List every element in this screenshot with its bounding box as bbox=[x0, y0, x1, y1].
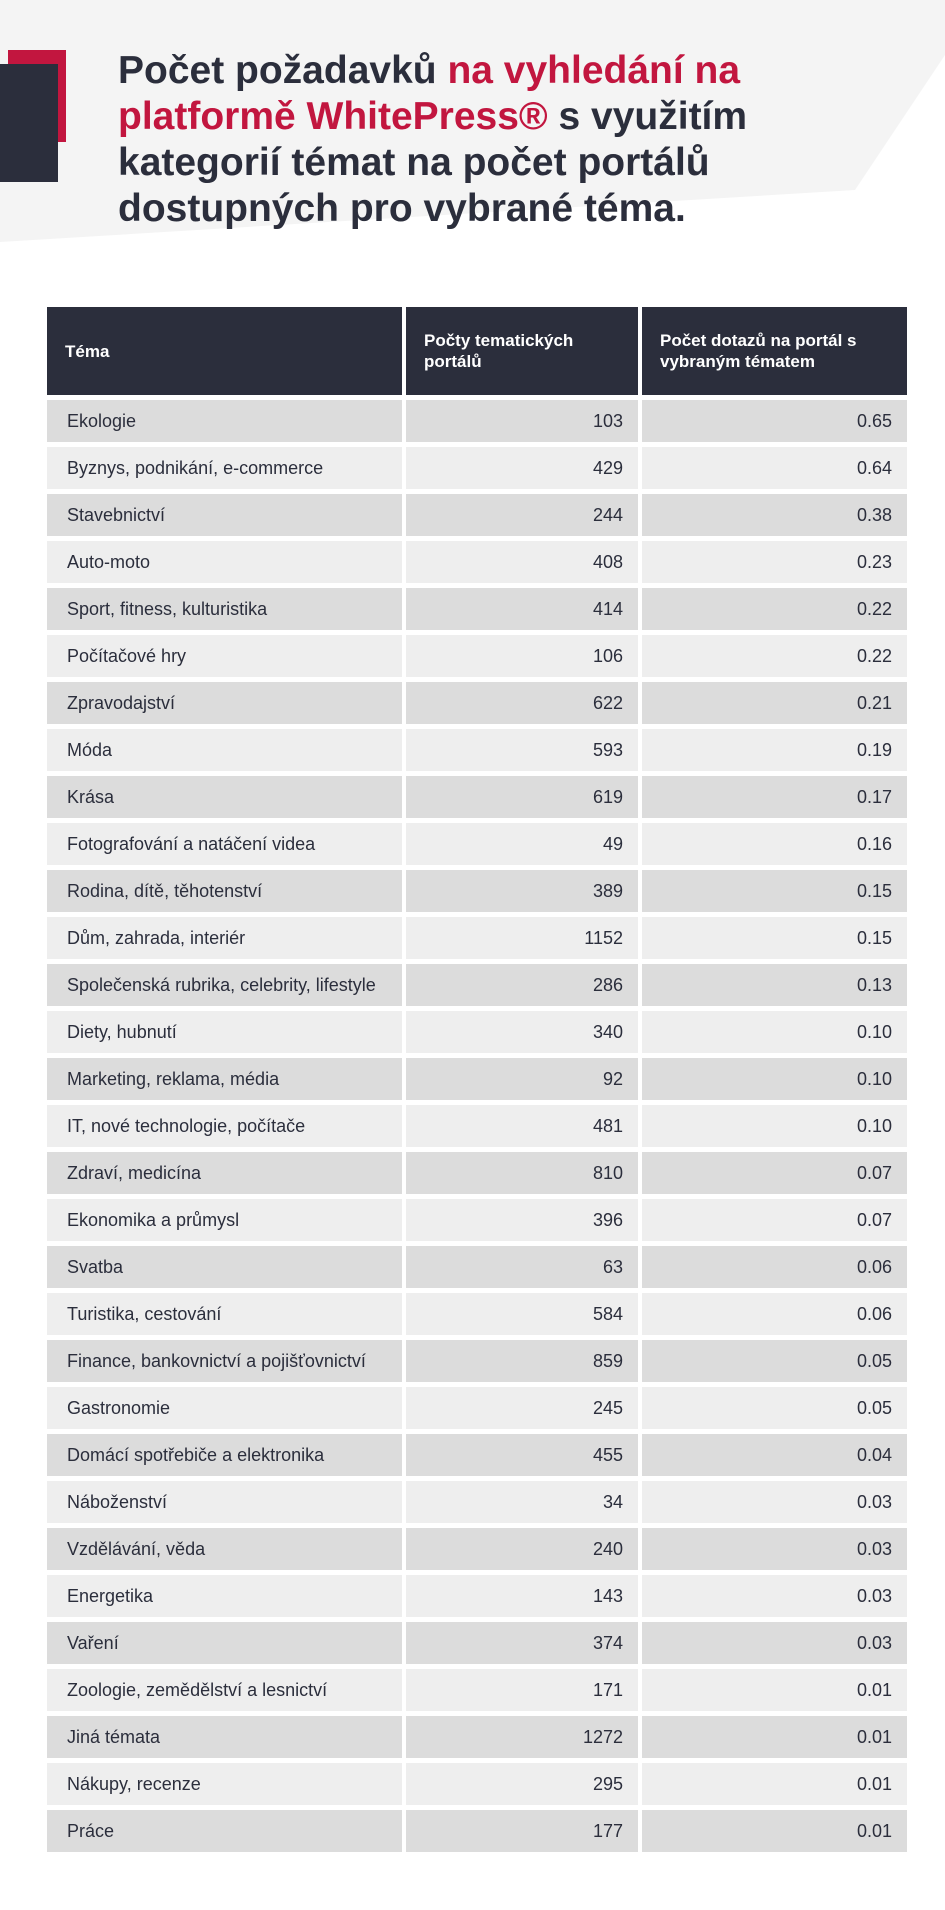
cell-portal-count: 429 bbox=[406, 447, 638, 489]
cell-portal-count: 593 bbox=[406, 729, 638, 771]
cell-portal-count: 171 bbox=[406, 1669, 638, 1711]
page-title bbox=[118, 48, 878, 232]
cell-topic: Rodina, dítě, těhotenství bbox=[47, 870, 402, 912]
table-row bbox=[47, 1716, 907, 1758]
cell-queries-per-portal: 0.03 bbox=[642, 1528, 907, 1570]
cell-portal-count: 177 bbox=[406, 1810, 638, 1852]
table-row bbox=[47, 1011, 907, 1053]
cell-topic: Ekonomika a průmysl bbox=[47, 1199, 402, 1241]
cell-queries-per-portal: 0.19 bbox=[642, 729, 907, 771]
cell-queries-per-portal: 0.22 bbox=[642, 635, 907, 677]
cell-queries-per-portal: 0.01 bbox=[642, 1716, 907, 1758]
cell-queries-per-portal: 0.03 bbox=[642, 1481, 907, 1523]
table-row bbox=[47, 1152, 907, 1194]
cell-topic: Dům, zahrada, interiér bbox=[47, 917, 402, 959]
cell-topic: Fotografování a natáčení videa bbox=[47, 823, 402, 865]
cell-topic: Gastronomie bbox=[47, 1387, 402, 1429]
cell-portal-count: 103 bbox=[406, 400, 638, 442]
table-row bbox=[47, 776, 907, 818]
data-table bbox=[43, 302, 911, 1857]
table-row bbox=[47, 1293, 907, 1335]
cell-portal-count: 106 bbox=[406, 635, 638, 677]
cell-topic: Krása bbox=[47, 776, 402, 818]
column-header-topic: Téma bbox=[47, 307, 402, 395]
table-row bbox=[47, 1669, 907, 1711]
cell-portal-count: 584 bbox=[406, 1293, 638, 1335]
table-row bbox=[47, 1340, 907, 1382]
cell-topic: Práce bbox=[47, 1810, 402, 1852]
cell-queries-per-portal: 0.17 bbox=[642, 776, 907, 818]
cell-queries-per-portal: 0.01 bbox=[642, 1763, 907, 1805]
cell-queries-per-portal: 0.22 bbox=[642, 588, 907, 630]
cell-portal-count: 34 bbox=[406, 1481, 638, 1523]
cell-portal-count: 1272 bbox=[406, 1716, 638, 1758]
table-row bbox=[47, 823, 907, 865]
title-accent: na vyhledání na platformě WhitePress® bbox=[118, 49, 741, 138]
cell-topic: Zoologie, zemědělství a lesnictví bbox=[47, 1669, 402, 1711]
table-row bbox=[47, 870, 907, 912]
cell-portal-count: 859 bbox=[406, 1340, 638, 1382]
cell-portal-count: 408 bbox=[406, 541, 638, 583]
table-row bbox=[47, 1810, 907, 1852]
cell-queries-per-portal: 0.65 bbox=[642, 400, 907, 442]
table-row bbox=[47, 1105, 907, 1147]
cell-portal-count: 286 bbox=[406, 964, 638, 1006]
table-row bbox=[47, 1622, 907, 1664]
cell-portal-count: 622 bbox=[406, 682, 638, 724]
table-row bbox=[47, 917, 907, 959]
cell-topic: Byznys, podnikání, e-commerce bbox=[47, 447, 402, 489]
table-row bbox=[47, 494, 907, 536]
table-row bbox=[47, 729, 907, 771]
cell-queries-per-portal: 0.15 bbox=[642, 917, 907, 959]
table-row bbox=[47, 1058, 907, 1100]
title-part-1: Počet požadavků bbox=[118, 49, 448, 92]
table-body bbox=[47, 400, 907, 1852]
table-row bbox=[47, 964, 907, 1006]
cell-topic: Domácí spotřebiče a elektronika bbox=[47, 1434, 402, 1476]
cell-topic: IT, nové technologie, počítače bbox=[47, 1105, 402, 1147]
cell-queries-per-portal: 0.01 bbox=[642, 1669, 907, 1711]
cell-queries-per-portal: 0.06 bbox=[642, 1293, 907, 1335]
table-header-row bbox=[47, 307, 907, 395]
cell-queries-per-portal: 0.10 bbox=[642, 1058, 907, 1100]
table-row bbox=[47, 541, 907, 583]
cell-topic: Náboženství bbox=[47, 1481, 402, 1523]
cell-topic: Jiná témata bbox=[47, 1716, 402, 1758]
cell-topic: Turistika, cestování bbox=[47, 1293, 402, 1335]
cell-topic: Móda bbox=[47, 729, 402, 771]
cell-portal-count: 245 bbox=[406, 1387, 638, 1429]
cell-portal-count: 92 bbox=[406, 1058, 638, 1100]
cell-topic: Společenská rubrika, celebrity, lifestyle bbox=[47, 964, 402, 1006]
cell-topic: Finance, bankovnictví a pojišťovnictví bbox=[47, 1340, 402, 1382]
table-row bbox=[47, 447, 907, 489]
cell-portal-count: 240 bbox=[406, 1528, 638, 1570]
cell-portal-count: 374 bbox=[406, 1622, 638, 1664]
cell-portal-count: 49 bbox=[406, 823, 638, 865]
table-row bbox=[47, 1434, 907, 1476]
cell-topic: Zpravodajství bbox=[47, 682, 402, 724]
cell-queries-per-portal: 0.05 bbox=[642, 1340, 907, 1382]
table-row bbox=[47, 682, 907, 724]
cell-queries-per-portal: 0.15 bbox=[642, 870, 907, 912]
cell-portal-count: 455 bbox=[406, 1434, 638, 1476]
table-row bbox=[47, 1387, 907, 1429]
cell-queries-per-portal: 0.07 bbox=[642, 1152, 907, 1194]
cell-queries-per-portal: 0.16 bbox=[642, 823, 907, 865]
cell-queries-per-portal: 0.05 bbox=[642, 1387, 907, 1429]
table-row bbox=[47, 1575, 907, 1617]
cell-portal-count: 295 bbox=[406, 1763, 638, 1805]
cell-queries-per-portal: 0.03 bbox=[642, 1622, 907, 1664]
cell-portal-count: 244 bbox=[406, 494, 638, 536]
cell-queries-per-portal: 0.23 bbox=[642, 541, 907, 583]
cell-portal-count: 340 bbox=[406, 1011, 638, 1053]
table-row bbox=[47, 1199, 907, 1241]
cell-portal-count: 63 bbox=[406, 1246, 638, 1288]
cell-queries-per-portal: 0.01 bbox=[642, 1810, 907, 1852]
cell-topic: Vzdělávání, věda bbox=[47, 1528, 402, 1570]
column-header-portal-count: Počty tematických portálů bbox=[406, 307, 638, 395]
logo-mark-dark-block bbox=[0, 64, 58, 182]
cell-queries-per-portal: 0.10 bbox=[642, 1011, 907, 1053]
cell-queries-per-portal: 0.13 bbox=[642, 964, 907, 1006]
cell-topic: Nákupy, recenze bbox=[47, 1763, 402, 1805]
cell-portal-count: 619 bbox=[406, 776, 638, 818]
cell-queries-per-portal: 0.38 bbox=[642, 494, 907, 536]
cell-topic: Zdraví, medicína bbox=[47, 1152, 402, 1194]
cell-queries-per-portal: 0.04 bbox=[642, 1434, 907, 1476]
title-part-2: s využitím kategorií témat na počet portálů dostupných pro vybrané téma. bbox=[118, 95, 748, 230]
logo-mark bbox=[0, 0, 80, 190]
cell-topic: Marketing, reklama, média bbox=[47, 1058, 402, 1100]
table-row bbox=[47, 588, 907, 630]
column-header-queries-per-portal: Počet dotazů na portál s vybraným tématem bbox=[642, 307, 907, 395]
cell-topic: Počítačové hry bbox=[47, 635, 402, 677]
cell-portal-count: 389 bbox=[406, 870, 638, 912]
cell-topic: Vaření bbox=[47, 1622, 402, 1664]
cell-topic: Auto-moto bbox=[47, 541, 402, 583]
cell-portal-count: 1152 bbox=[406, 917, 638, 959]
cell-topic: Svatba bbox=[47, 1246, 402, 1288]
cell-topic: Energetika bbox=[47, 1575, 402, 1617]
table-row bbox=[47, 400, 907, 442]
cell-portal-count: 810 bbox=[406, 1152, 638, 1194]
cell-queries-per-portal: 0.10 bbox=[642, 1105, 907, 1147]
cell-queries-per-portal: 0.64 bbox=[642, 447, 907, 489]
cell-queries-per-portal: 0.07 bbox=[642, 1199, 907, 1241]
cell-portal-count: 143 bbox=[406, 1575, 638, 1617]
cell-topic: Stavebnictví bbox=[47, 494, 402, 536]
cell-portal-count: 481 bbox=[406, 1105, 638, 1147]
table-row bbox=[47, 1246, 907, 1288]
table-row bbox=[47, 635, 907, 677]
cell-topic: Diety, hubnutí bbox=[47, 1011, 402, 1053]
cell-queries-per-portal: 0.06 bbox=[642, 1246, 907, 1288]
table-row bbox=[47, 1481, 907, 1523]
cell-portal-count: 396 bbox=[406, 1199, 638, 1241]
cell-portal-count: 414 bbox=[406, 588, 638, 630]
cell-queries-per-portal: 0.21 bbox=[642, 682, 907, 724]
table-row bbox=[47, 1763, 907, 1805]
cell-topic: Sport, fitness, kulturistika bbox=[47, 588, 402, 630]
cell-queries-per-portal: 0.03 bbox=[642, 1575, 907, 1617]
cell-topic: Ekologie bbox=[47, 400, 402, 442]
table-row bbox=[47, 1528, 907, 1570]
